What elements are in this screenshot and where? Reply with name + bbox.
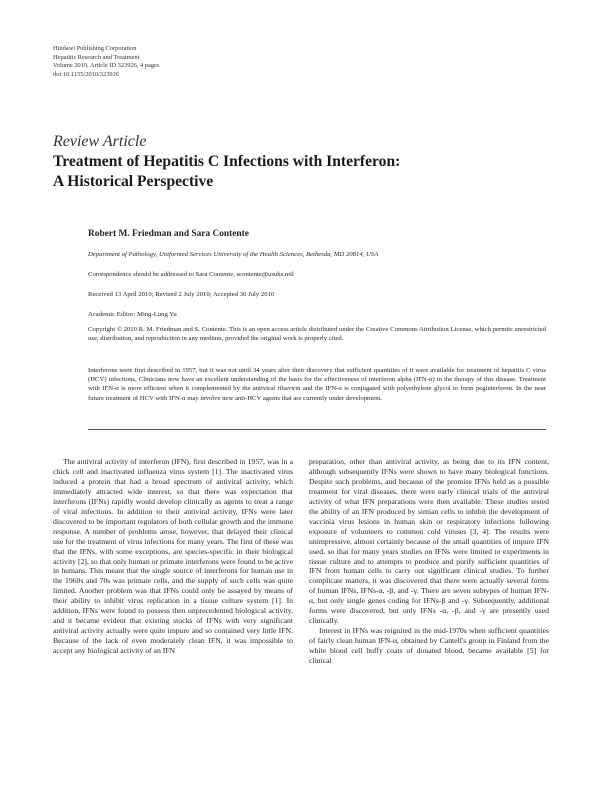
article-type: Review Article bbox=[53, 133, 147, 150]
title-line-2: A Historical Perspective bbox=[53, 172, 214, 190]
affiliation: Department of Pathology, Uniformed Services University of the Health Sciences, Bethesda, MD 20814, USA bbox=[88, 251, 379, 258]
academic-editor: Academic Editor: Ming-Lung Yu bbox=[88, 311, 177, 318]
correspondence: Correspondence should be addressed to Sara Contente, scontente@usuhs.mil bbox=[88, 271, 294, 278]
body-column-left bbox=[53, 457, 293, 656]
body-paragraph: The antiviral activity of interferon (IFN), first described in 1957, was in a chick cell and inactivated influenza virus system [1]. The inactivated virus induced a protein that had a broad spectrum of antiviral activity, which immediately attracted wide interest, so that there was expectation that interferons (IFNs) rapidly would develop clinically as agents to treat a range of viral infections. In addition to their antiviral activity, IFNs were later discovered to be important regulators of both cellular growth and the immune response. A number of problems arose, however, that delayed their clinical use for the treatment of virus infections for many years. The first of these was that the IFNs, with some exceptions, are species-specific in their biological activity [2], so that only human or primate interferons were found to be active in humans. This meant that the single source of interferons for human use in the 1960s and 70s was primate cells, and the supply of such cells was quite limited. Another problem was that IFNs could only be assayed by means of their ability to inhibit virus replication in a tissue culture system [1]. In addition, IFNs were found to possess then unprecedented biological activity, and it became evident that existing stocks of IFNs with very significant antiviral activity actually were quite impure and so contained very little IFN. Because of the lack of even moderately clean IFN, it was impossible to accept any biological activity of an IFN bbox=[53, 457, 293, 656]
journal-header bbox=[53, 45, 159, 80]
title-line-1: Treatment of Hepatitis C Infections with Interferon: bbox=[53, 153, 401, 170]
volume-info: Volume 2010, Article ID 323926, 4 pages bbox=[53, 62, 160, 70]
doi-link[interactable]: doi:10.1155/2010/323926 bbox=[53, 71, 119, 79]
section-divider bbox=[88, 429, 546, 430]
body-paragraph: preparation, other than antiviral activity, as being due to its IFN content, although subsequently IFNs were shown to have many biological functions. Despite such problems, and because of the promise IFNs held as a possible treatment for viral diseases, there were early clinical trials of the antiviral activity of what IFN preparations were then available. These studies tested the ability of an IFN produced by simian cells to inhibit the development of vaccinia virus lesions in human skin or respiratory infections following exposure of volunteers to common cold viruses [3, 4]. The results were unimpressive, almost certainly because of the small quantities of impure IFN used, so that for many years studies on IFNs were limited to experiments in tissue culture and to attempts to produce and purify sufficient quantities of IFN from human cells to carry out significant clinical studies. To further complicate matters, it was discovered that there were actually several forms of human IFNs, IFNs-α, -β, and -γ. There are seven subtypes of human IFN-α, but only single genes coding for IFNs-β and -γ. Subsequently, additional forms were discovered, but only IFNs -α, -β, and -γ are presently used clinically. bbox=[309, 457, 549, 626]
copyright-notice: Copyright © 2010 R. M. Friedman and S. Contente. This is an open access article distributed under the Creative Commons Attribution License, which permits unrestricted use, distribution, and reproduction in any medium, provided the original work is properly cited. bbox=[88, 326, 546, 343]
article-title bbox=[53, 152, 553, 191]
authors: Robert M. Friedman and Sara Contente bbox=[88, 229, 249, 239]
body-paragraph: Interest in IFNs was reignited in the mid-1970s when sufficient quantities of fairly clean human IFN-α, obtained by Cantell's group in Finland from the white blood cell buffy coats of donated blood, became available [5] for clinical bbox=[309, 626, 549, 666]
journal-name: Hepatitis Research and Treatment bbox=[53, 53, 140, 61]
body-column-right bbox=[309, 457, 549, 666]
abstract: Interferons were first described in 1957, but it was not until 34 years after their discovery that sufficient quantities of it were available for treatment of hepatitis C virus (HCV) infections, Clinicians now have an excellent understanding of the basis for the effectiveness of interferon alpha (IFN-α) in the therapy of this disease. Treatment with IFN-α is more efficient when it complemented by the antiviral ribavirin and the IFN-α is conjugated with polyethylene glycol to form peginterferon. In the near future treatment of HCV with IFN-α may involve new anti-HCV agents that are currently under development. bbox=[88, 367, 546, 402]
publisher-name: Hindawi Publishing Corporation bbox=[53, 45, 137, 52]
received-dates: Received 13 April 2010; Revised 2 July 2010; Accepted 30 July 2010 bbox=[88, 291, 275, 298]
